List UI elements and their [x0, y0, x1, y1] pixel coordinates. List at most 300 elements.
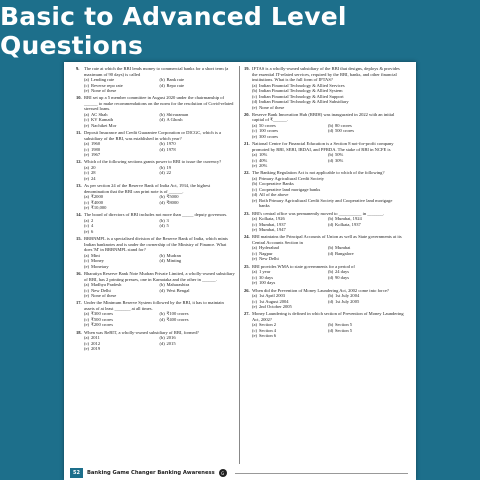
question-row: [76, 300, 235, 311]
question-item: [76, 95, 235, 128]
option-text: Primary Agricultural Credit Society: [259, 175, 325, 181]
option-list: [76, 311, 235, 328]
question-text: The board of directors of RBI includes not more than _____ deputy governors.: [84, 212, 228, 218]
question-row: [244, 66, 404, 83]
option-letter: (c): [84, 170, 90, 176]
option-text: ₹200 crores: [91, 322, 113, 328]
question-text: RBI maintains the Principal Accounts of Union as well as State governments at its Central Accounts Section in: [252, 234, 402, 245]
question-number: 27.: [244, 311, 250, 317]
question-item: [76, 271, 235, 299]
answer-option: [328, 275, 404, 281]
option-letter: (b): [252, 88, 258, 93]
option-list: [244, 83, 404, 111]
question-text: The Banking Regulation Act is not applicable to which of the following?: [252, 170, 385, 176]
question-item: [76, 66, 235, 94]
question-columns: [72, 66, 408, 464]
answer-option: [84, 293, 160, 299]
option-text: Money: [91, 258, 104, 264]
answer-option: [328, 158, 404, 164]
answer-option: [160, 200, 236, 206]
option-text: 2011: [91, 335, 100, 341]
option-letter: (c): [84, 287, 90, 293]
question-item: [76, 130, 235, 158]
option-letter: (d): [159, 287, 165, 293]
option-letter: (a): [84, 252, 90, 258]
option-text: Mudran: [166, 252, 181, 258]
option-letter: (b): [252, 181, 258, 187]
question-row: [76, 95, 235, 112]
option-letter: (a): [252, 322, 258, 328]
answer-option: [252, 256, 328, 262]
option-letter: (c): [84, 316, 90, 322]
option-letter: (d): [159, 316, 165, 322]
option-letter: (b): [159, 252, 165, 258]
option-text: ₹8000: [166, 199, 179, 205]
option-letter: (d): [159, 199, 165, 205]
option-text: Section 2: [259, 322, 277, 328]
question-number: 17.: [76, 300, 82, 306]
option-letter: (e): [252, 280, 258, 286]
question-number: 9.: [76, 66, 80, 71]
option-letter: (c): [84, 223, 90, 229]
option-text: 20: [91, 164, 96, 170]
question-text: Reserve Bank Innovation Hub (RBIH) was inaugurated in 2022 with an initial capital of ₹______.: [252, 111, 395, 123]
option-letter: (a): [84, 77, 90, 82]
option-text: ₹100 crores: [166, 311, 189, 317]
answer-option: [160, 317, 236, 323]
option-letter: (a): [252, 122, 258, 128]
option-text: 1st April 2003: [259, 293, 286, 299]
option-list: [76, 77, 235, 94]
option-text: New Delhi: [91, 287, 111, 293]
option-text: Nachiket Mor: [91, 122, 117, 128]
option-text: Mint: [91, 252, 100, 258]
option-text: Nagpur: [259, 250, 273, 256]
option-text: New Delhi: [259, 256, 279, 262]
question-row: [76, 271, 235, 282]
question-text: As per section 24 of the Reserve Bank of India Act, 1934, the highest denomination that the RBI can print note is of ______.: [84, 183, 211, 194]
option-list: [244, 245, 404, 262]
option-letter: (a): [84, 311, 90, 317]
option-text: 1970: [166, 141, 176, 147]
question-row: [244, 112, 404, 123]
option-text: 30%: [335, 157, 344, 163]
question-text: Deposit Insurance and Credit Guarantee Corporation or DICGC, which is a subsidiary of the RBI, was established in which year?: [84, 130, 222, 141]
option-text: 300 crores: [259, 133, 279, 139]
option-text: Mumbai, 1924: [335, 216, 362, 222]
question-number: 20.: [244, 111, 250, 117]
answer-option: [160, 83, 236, 89]
answer-option: [84, 322, 160, 328]
logo-glyph: G: [221, 470, 225, 476]
option-text: Section 4: [259, 327, 277, 333]
answer-option: [84, 346, 160, 352]
option-letter: (a): [84, 217, 90, 223]
option-text: Bangalore: [335, 250, 354, 256]
option-text: A Ghosh: [166, 117, 183, 123]
option-text: 2012: [91, 340, 101, 346]
option-letter: (d): [252, 192, 258, 198]
option-letter: (e): [84, 152, 90, 158]
answer-option: [84, 88, 160, 94]
answer-option: [160, 288, 236, 294]
option-letter: (d): [159, 146, 165, 152]
option-text: Mumbai, 1947: [259, 227, 286, 233]
question-number: 25.: [244, 263, 250, 269]
publisher-logo-icon: [219, 469, 227, 477]
option-text: 100 days: [259, 280, 276, 286]
option-letter: (c): [252, 274, 258, 280]
question-text: RBI set up a 5 member committee in August 2020 under the chairmanship of ______ to make recommendations on the norm for the resolution of Covid-related stressed loans.: [84, 95, 234, 112]
option-list: [76, 112, 235, 129]
option-list: [76, 253, 235, 270]
answer-option: [328, 222, 404, 228]
option-list: [244, 216, 404, 233]
option-text: 80 crores: [335, 122, 352, 128]
option-list: [76, 218, 235, 235]
option-letter: (c): [84, 340, 90, 346]
option-letter: (e): [84, 175, 90, 181]
option-letter: (a): [84, 141, 90, 147]
question-item: [244, 170, 404, 209]
option-text: 1978: [166, 146, 176, 152]
right-column: [240, 66, 408, 464]
option-letter: (c): [84, 199, 90, 205]
option-text: ₹4000: [91, 199, 103, 205]
option-letter: (c): [252, 327, 258, 333]
question-number: 15.: [76, 236, 82, 242]
answer-option: [328, 299, 404, 305]
question-row: [76, 66, 235, 77]
answer-option: [84, 123, 160, 129]
answer-option: [84, 176, 160, 182]
option-text: 1980: [91, 146, 101, 152]
question-item: [76, 330, 235, 352]
option-text: 2nd October 2005: [259, 304, 292, 310]
option-text: Monetary: [91, 263, 109, 269]
option-letter: (d): [159, 117, 165, 123]
option-text: Kolkata, 1937: [335, 221, 361, 227]
option-text: ₹500 crores: [91, 316, 113, 322]
option-letter: (b): [159, 335, 165, 341]
option-text: 24: [91, 175, 96, 181]
option-letter: (e): [252, 133, 258, 139]
option-letter: (b): [328, 122, 334, 128]
question-item: [76, 159, 235, 181]
question-text: RBI's central office was permanently moved to __________ in _______.: [252, 210, 385, 216]
option-text: Cooperative land mortgage banks: [259, 186, 321, 192]
option-list: [76, 194, 235, 211]
option-letter: (c): [252, 93, 258, 99]
option-text: 40%: [259, 157, 268, 163]
option-text: All of the above: [259, 192, 289, 198]
option-letter: (b): [328, 216, 334, 222]
option-text: Madhya Pradesh: [91, 282, 122, 288]
option-text: 30 days: [259, 274, 274, 280]
option-letter: (c): [252, 221, 258, 227]
option-letter: (e): [84, 293, 90, 299]
question-number: 10.: [76, 95, 82, 101]
option-letter: (a): [252, 82, 258, 88]
option-letter: (a): [252, 216, 258, 222]
option-text: AC Shah: [91, 111, 108, 117]
question-text: RBI provides WMA to state governments for a period of: [252, 263, 355, 269]
question-item: [244, 288, 404, 310]
option-text: 50 crores: [259, 122, 276, 128]
option-letter: (e): [252, 163, 258, 169]
option-letter: (e): [84, 322, 90, 328]
page-number: 52: [70, 468, 83, 478]
option-text: 1 year: [259, 269, 271, 275]
option-text: 90 days: [335, 274, 350, 280]
option-letter: (b): [328, 269, 334, 275]
option-text: 3: [166, 217, 169, 223]
option-letter: (e): [252, 256, 258, 262]
question-text: Money Laundering is defined in which section of Prevention of Money Laundering Act, 2002?: [252, 311, 404, 322]
question-text: National Centre for Financial Education is a Section 8 not-for-profit company promoted by RBI, SEBI, IRDAI, and PFRDA. The stake of RBI in NCFE is: [252, 141, 394, 152]
option-letter: (b): [159, 141, 165, 147]
option-list: [244, 176, 404, 209]
option-text: Bank rate: [166, 77, 185, 82]
question-item: [76, 236, 235, 269]
option-list: [76, 165, 235, 182]
option-text: 1960: [91, 141, 101, 147]
option-letter: (c): [84, 146, 90, 152]
page-banner: [0, 0, 480, 62]
option-text: 2: [91, 217, 94, 223]
option-text: Section 6: [259, 333, 277, 339]
option-letter: (b): [159, 111, 165, 117]
question-text: When did the Prevention of Money Laundering Act, 2002 come into force?: [252, 287, 389, 293]
option-letter: (e): [84, 346, 90, 352]
option-text: Mumbai, 1937: [259, 221, 286, 227]
option-letter: (b): [328, 322, 334, 328]
option-letter: (e): [252, 104, 258, 110]
option-letter: (a): [252, 269, 258, 275]
option-text: Both Primary Agricultural Credit Society and Cooperative land mortgage banks: [259, 197, 393, 209]
question-item: [244, 66, 404, 110]
option-letter: (a): [252, 245, 258, 251]
option-letter: (a): [84, 282, 90, 288]
option-letter: (a): [84, 164, 90, 170]
page-footer: [64, 466, 416, 480]
option-list: [76, 282, 235, 299]
option-letter: (a): [252, 175, 258, 181]
option-letter: (a): [84, 111, 90, 117]
question-item: [244, 264, 404, 286]
question-number: 14.: [76, 212, 82, 218]
option-text: Hyderabad: [259, 245, 279, 251]
option-text: West Bengal: [166, 287, 190, 293]
question-row: [76, 236, 235, 253]
answer-option: [160, 258, 236, 264]
option-text: Reverse repo rate: [91, 82, 123, 88]
option-text: 1967: [91, 152, 101, 158]
option-text: 28: [91, 170, 96, 176]
option-letter: (b): [328, 293, 334, 299]
option-letter: (d): [159, 340, 165, 346]
question-number: 18.: [76, 329, 82, 335]
option-letter: (c): [252, 157, 258, 163]
option-text: 19: [166, 164, 172, 170]
question-number: 21.: [244, 141, 250, 147]
option-text: Kolkata, 1926: [259, 216, 285, 222]
answer-option: [84, 264, 160, 270]
option-list: [244, 322, 404, 339]
answer-option: [160, 170, 236, 176]
answer-option: [252, 280, 328, 286]
option-text: 1st August 2004: [259, 298, 289, 304]
option-text: None of these: [91, 293, 117, 299]
option-letter: (d): [159, 223, 165, 229]
option-text: None of these: [91, 88, 117, 93]
answer-option: [252, 304, 328, 310]
option-text: Lending rate: [91, 77, 115, 82]
question-row: [76, 130, 235, 141]
question-item: [244, 211, 404, 233]
left-column: [72, 66, 240, 464]
answer-option: [160, 341, 236, 347]
option-text: 5: [166, 223, 169, 229]
question-number: 13.: [76, 183, 82, 189]
option-text: None of these: [259, 104, 285, 110]
option-text: KV Kamath: [91, 117, 114, 123]
question-text: BRBNMPL is a specialised division of the Reserve Bank of India, which mints Indian banknotes and is under the ownership of the Ministry of Finance. What does 'M' in BRBNMPL stand for?: [84, 236, 228, 253]
option-letter: (b): [328, 152, 334, 158]
option-letter: (e): [84, 88, 90, 93]
option-text: Repo rate: [166, 82, 185, 88]
option-letter: (b): [159, 282, 165, 288]
option-text: ₹400 crores: [166, 316, 189, 322]
option-letter: (d): [328, 157, 334, 163]
option-letter: (a): [252, 293, 258, 299]
question-number: 26.: [244, 287, 250, 293]
option-text: Cooperative Banks: [259, 181, 294, 187]
option-letter: (b): [328, 245, 334, 251]
question-item: [244, 234, 404, 262]
option-text: 1st July 2005: [335, 298, 360, 304]
option-letter: (c): [252, 186, 258, 192]
option-text: 50%: [335, 152, 344, 158]
answer-option: [160, 117, 236, 123]
answer-option: [84, 152, 160, 158]
option-letter: (e): [252, 333, 258, 339]
option-text: ₹300 crores: [91, 311, 113, 317]
option-letter: (d): [252, 99, 258, 104]
option-letter: (b): [159, 217, 165, 223]
option-letter: (d): [328, 221, 334, 227]
option-letter: (b): [159, 164, 165, 170]
answer-option: [252, 333, 328, 339]
question-item: [76, 183, 235, 211]
answer-option: [328, 128, 404, 134]
option-letter: (e): [252, 304, 258, 310]
question-number: 23.: [244, 210, 250, 216]
option-text: 100 crores: [259, 128, 279, 134]
answer-option: [84, 205, 160, 211]
option-text: ₹10,000: [91, 205, 107, 211]
question-text: IFTAS is a wholly-owned subsidiary of the RBI that designs, deploys & provides the essential IT-related services, required by the RBI, banks, and other financial institutions. What is the full form of IFTAS?: [252, 66, 400, 82]
option-letter: (a): [84, 194, 90, 200]
option-text: 6: [91, 228, 94, 234]
option-letter: (c): [252, 298, 258, 304]
option-list: [76, 141, 235, 158]
question-text: Under the Minimum Reserve System followed by the RBI, it has to maintain assets of at least _______ at all times.: [84, 300, 224, 311]
option-letter: (e): [84, 228, 90, 234]
question-item: [244, 311, 404, 339]
question-item: [244, 112, 404, 140]
question-row: [244, 234, 404, 245]
question-row: [244, 311, 404, 322]
option-letter: (d): [159, 258, 165, 264]
option-list: [244, 269, 404, 286]
answer-option: [252, 227, 328, 233]
question-number: 19.: [244, 66, 250, 71]
option-letter: (e): [84, 122, 90, 128]
question-item: [244, 141, 404, 169]
question-row: [76, 183, 235, 194]
answer-option: [160, 147, 236, 153]
option-list: [244, 152, 404, 169]
option-text: Mumbai: [335, 245, 351, 251]
option-text: ₹2000: [91, 194, 103, 200]
option-letter: (b): [159, 77, 165, 82]
option-letter: (e): [84, 205, 90, 211]
option-text: Section 5: [335, 322, 353, 328]
option-letter: (b): [159, 194, 165, 200]
option-list: [244, 123, 404, 140]
question-item: [76, 300, 235, 328]
option-text: Minting: [166, 258, 182, 264]
option-letter: (c): [84, 117, 90, 123]
option-list: [76, 335, 235, 352]
option-letter: (e): [84, 263, 90, 269]
option-letter: (a): [252, 152, 258, 158]
answer-option: [252, 198, 404, 209]
option-letter: (e): [252, 227, 258, 233]
option-letter: (e): [252, 197, 258, 203]
answer-option: [84, 229, 160, 235]
option-text: Section 5: [335, 327, 353, 333]
option-text: Indian Financial Technology & Allied Services: [259, 82, 345, 88]
answer-option: [328, 251, 404, 257]
option-text: 2019: [91, 346, 101, 352]
option-text: 20%: [259, 163, 268, 169]
option-letter: (d): [159, 82, 165, 88]
option-text: Indian Financial Technology & Allied System: [259, 88, 343, 93]
option-text: 10%: [259, 152, 268, 158]
option-text: 24 days: [335, 269, 350, 275]
option-letter: (d): [159, 170, 165, 176]
answer-option: [252, 134, 328, 140]
option-letter: (d): [328, 274, 334, 280]
question-row: [244, 141, 404, 152]
option-text: Shivaraman: [166, 111, 189, 117]
option-letter: (d): [328, 128, 334, 134]
option-text: 1st July 2004: [335, 293, 360, 299]
answer-option: [252, 105, 404, 111]
option-text: ₹5000: [166, 194, 179, 200]
option-text: Indian Financial Technology & Allied Support: [259, 93, 344, 99]
option-letter: (c): [84, 82, 90, 88]
question-number: 22.: [244, 170, 250, 176]
option-letter: (a): [84, 335, 90, 341]
answer-option: [160, 223, 236, 229]
answer-option: [252, 163, 328, 169]
footer-divider: [235, 473, 408, 474]
option-text: 2015: [166, 340, 176, 346]
question-number: 12.: [76, 159, 82, 165]
